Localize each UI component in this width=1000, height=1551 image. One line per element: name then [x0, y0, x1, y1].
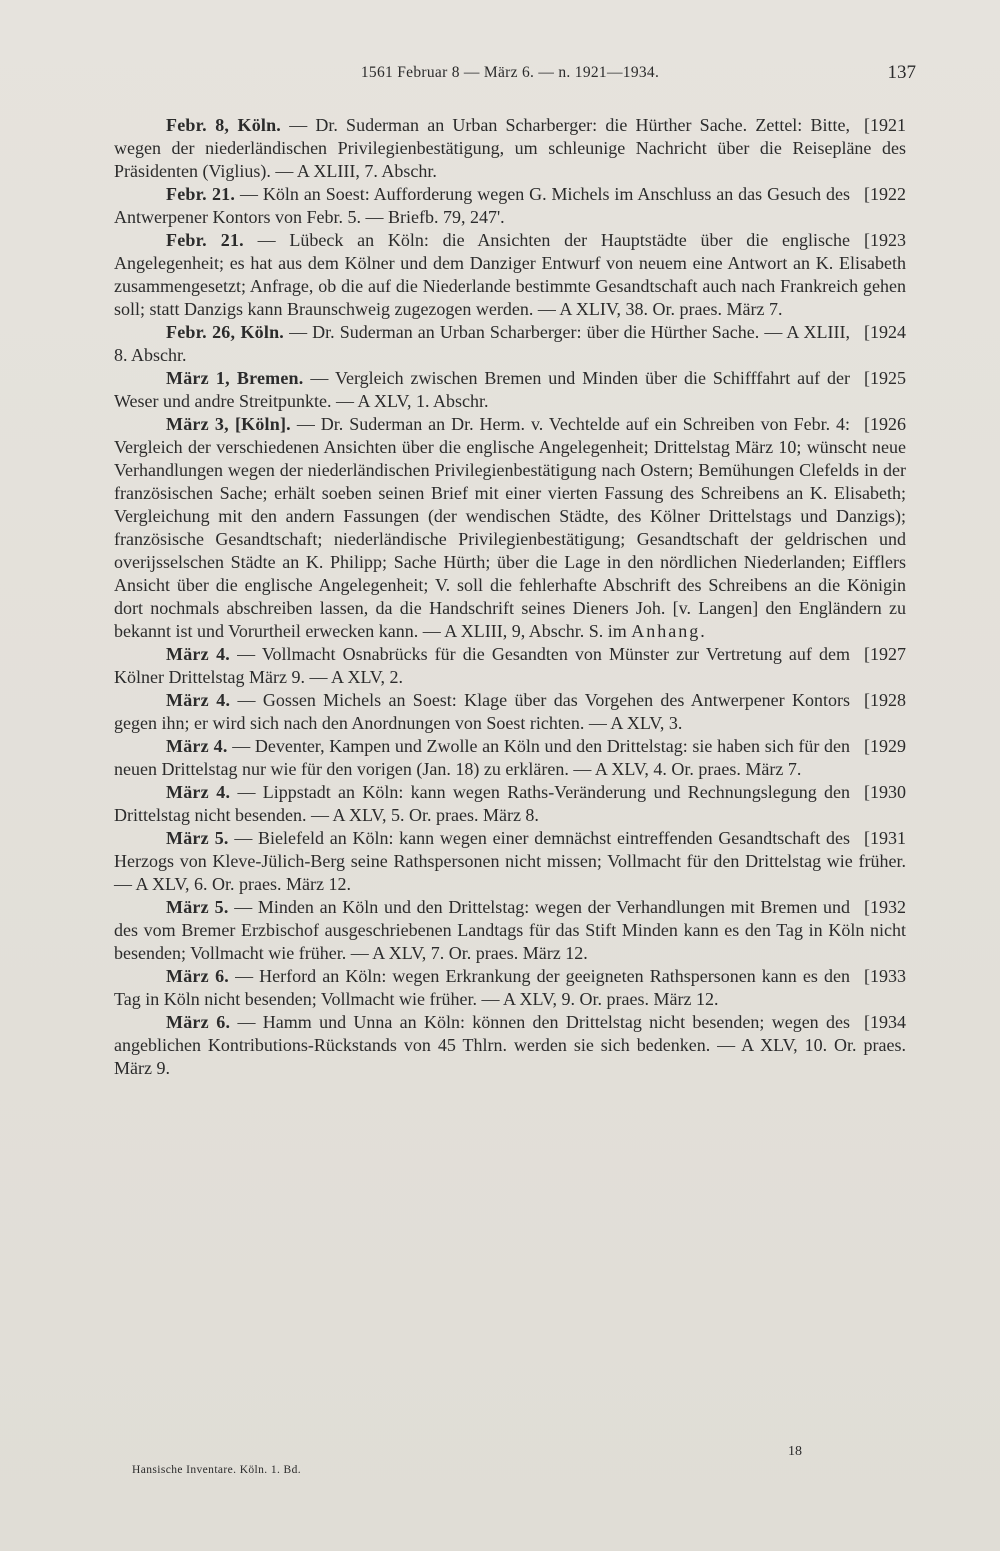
entry-text: — Lübeck an Köln: die Ansichten der Hauptstädte über die englische Angelegenheit; es hat aus dem Kölner und dem Danziger Entwurf von neuem eine Antwort an K. Elisabeth zusammengesetzt; Anfrage, ob die auf die Niederlande bestimmte Gesandtschaft auch nach Frankreich gehen soll; statt Danzigs kann Braunschweig zugezogen werden. — A XLIV, 38. Or. praes. März 7. — [114, 230, 906, 319]
entry-date: Febr. 26, Köln. — [166, 322, 284, 342]
entry-text: — Deventer, Kampen und Zwolle an Köln und den Drittelstag: sie haben sich für den neuen Drittelstag nur wie für den vorigen (Jan. 18) zu erklären. — A XLV, 4. Or. praes. März 7. — [114, 736, 850, 779]
entry-1934 — [114, 1011, 906, 1080]
entry-date: März 5. — [166, 897, 229, 917]
entry-number: [1924 — [864, 322, 906, 342]
entry-spaced-word: Anhang — [631, 621, 701, 641]
entry-date: Febr. 21. — [166, 230, 244, 250]
entry-number: [1931 — [864, 828, 906, 848]
entry-number: [1928 — [864, 690, 906, 710]
entry-text: — Bielefeld an Köln: kann wegen einer demnächst eintreffenden Gesandtschaft des Herzogs von Kleve-Jülich-Berg seine Rathspersonen nicht missen; Vollmacht für den Drittelstag wie früher. — A XLV, 6. Or. praes. März 12. — [114, 828, 906, 894]
page-footer — [132, 1444, 812, 1480]
entry-date: Febr. 8, Köln. — [166, 115, 282, 135]
entry-date: März 1, Bremen. — [166, 368, 304, 388]
page-number: 137 — [887, 62, 916, 83]
entry-number: [1921 — [864, 115, 906, 135]
entry-text: — Hamm und Unna an Köln: können den Drittelstag nicht besenden; wegen des angeblichen Kontributions-Rückstands von 45 Thlrn. werden sie sich bedenken. — A XLV, 10. Or. praes. März 9. — [114, 1012, 906, 1078]
entry-list — [114, 114, 906, 1080]
entry-text: — Herford an Köln: wegen Erkrankung der geeigneten Rathspersonen kann es den Tag in Köln nicht besenden; Vollmacht wie früher. — A XLV, 9. Or. praes. März 12. — [114, 966, 850, 1009]
entry-number: [1934 — [864, 1012, 906, 1032]
entry-date: März 6. — [166, 1012, 231, 1032]
entry-1930 — [114, 781, 906, 827]
entry-text: — Köln an Soest: Aufforderung wegen G. Michels im Anschluss an das Gesuch des Antwerpener Kontors von Febr. 5. — Briefb. 79, 247'. — [114, 184, 850, 227]
entry-number: [1929 — [864, 736, 906, 756]
entry-1928 — [114, 689, 906, 735]
page-header — [110, 62, 916, 86]
entry-number: [1925 — [864, 368, 906, 388]
entry-1924 — [114, 321, 906, 367]
entry-date: März 4. — [166, 690, 231, 710]
entry-1927 — [114, 643, 906, 689]
footer-source: Hansische Inventare. Köln. 1. Bd. — [132, 1464, 302, 1476]
entry-date: März 4. — [166, 736, 228, 756]
entry-text: — Dr. Suderman an Dr. Herm. v. Vechtelde auf ein Schreiben von Febr. 4: Vergleich der verschiedenen Ansichten über die englische Angelegenheit; Drittelstag März 10; wünscht neue Verhandlungen wegen der niederländischen Privilegienbestätigung nach Ostern; Bemühungen Clefelds in der französischen Sache; erhält soeben seinen Brief mit einer vierten Fassung des Schreibens an K. Elisabeth; Vergleichung mit den andern Fassungen (der wendischen Städte, des Kölner Drittelstags und Danzigs); französische Gesandtschaft; niederländische Privilegienbestätigung; Gesandtschaft der geldrischen und overijsselschen Städte an K. Philipp; Sache Hürth; über die Lage in den nördlichen Niederlanden; Eifflers Ansicht über die englische Angelegenheit; V. soll die fehlerhafte Abschrift des Schreibens an die Königin dort nochmals abschreiben lassen, da die Handschrift seines Dieners Joh. [v. Langen] den Engländern zu bekannt ist und Vorurtheil erwecken kann. — A XLIII, 9, Abschr. S. im — [114, 414, 906, 641]
entry-text: — Minden an Köln und den Drittelstag: wegen der Verhandlungen mit Bremen und des vom Bremer Erzbischof ausgeschriebenen Landtags für das Stift Minden kann es den Tag in Köln nicht besenden; Vollmacht wie früher. — A XLV, 7. Or. praes. März 12. — [114, 897, 906, 963]
entry-date: März 3, [Köln]. — [166, 414, 291, 434]
entry-number: [1922 — [864, 184, 906, 204]
entry-text: — Dr. Suderman an Urban Scharberger: über die Hürther Sache. — A XLIII, 8. Abschr. — [114, 322, 850, 365]
entry-text: — Lippstadt an Köln: kann wegen Raths-Veränderung und Rechnungslegung den Drittelstag nicht besenden. — A XLV, 5. Or. praes. März 8. — [114, 782, 850, 825]
entry-1925 — [114, 367, 906, 413]
entry-1931 — [114, 827, 906, 896]
entry-text: — Dr. Suderman an Urban Scharberger: die Hürther Sache. Zettel: Bitte, wegen der niederländischen Privilegienbestätigung, um schleunige Nachricht über die Reisepläne des Präsidenten (Viglius). — A XLIII, 7. Abschr. — [114, 115, 906, 181]
entry-number: [1930 — [864, 782, 906, 802]
signature-mark: 18 — [788, 1444, 802, 1459]
entry-text-tail: . — [700, 621, 705, 641]
entry-number: [1923 — [864, 230, 906, 250]
entry-1921 — [114, 114, 906, 183]
entry-1922 — [114, 183, 906, 229]
entry-date: März 6. — [166, 966, 229, 986]
entry-number: [1933 — [864, 966, 906, 986]
entry-number: [1926 — [864, 414, 906, 434]
entry-number: [1932 — [864, 897, 906, 917]
entry-1933 — [114, 965, 906, 1011]
entry-1929 — [114, 735, 906, 781]
entry-date: März 4. — [166, 644, 230, 664]
entry-1923 — [114, 229, 906, 321]
entry-date: März 5. — [166, 828, 229, 848]
entry-text: — Vergleich zwischen Bremen und Minden über die Schifffahrt auf der Weser und andre Streitpunkte. — A XLV, 1. Abschr. — [114, 368, 850, 411]
entry-1926 — [114, 413, 906, 643]
entry-1932 — [114, 896, 906, 965]
entry-date: März 4. — [166, 782, 231, 802]
entry-text: — Gossen Michels an Soest: Klage über das Vorgehen des Antwerpener Kontors gegen ihn; er wird sich nach den Anordnungen von Soest richten. — A XLV, 3. — [114, 690, 850, 733]
running-head: 1561 Februar 8 — März 6. — n. 1921—1934. — [360, 64, 660, 81]
entry-date: Febr. 21. — [166, 184, 236, 204]
entry-text: — Vollmacht Osnabrücks für die Gesandten von Münster zur Vertretung auf dem Kölner Drittelstag März 9. — A XLV, 2. — [114, 644, 850, 687]
entry-number: [1927 — [864, 644, 906, 664]
